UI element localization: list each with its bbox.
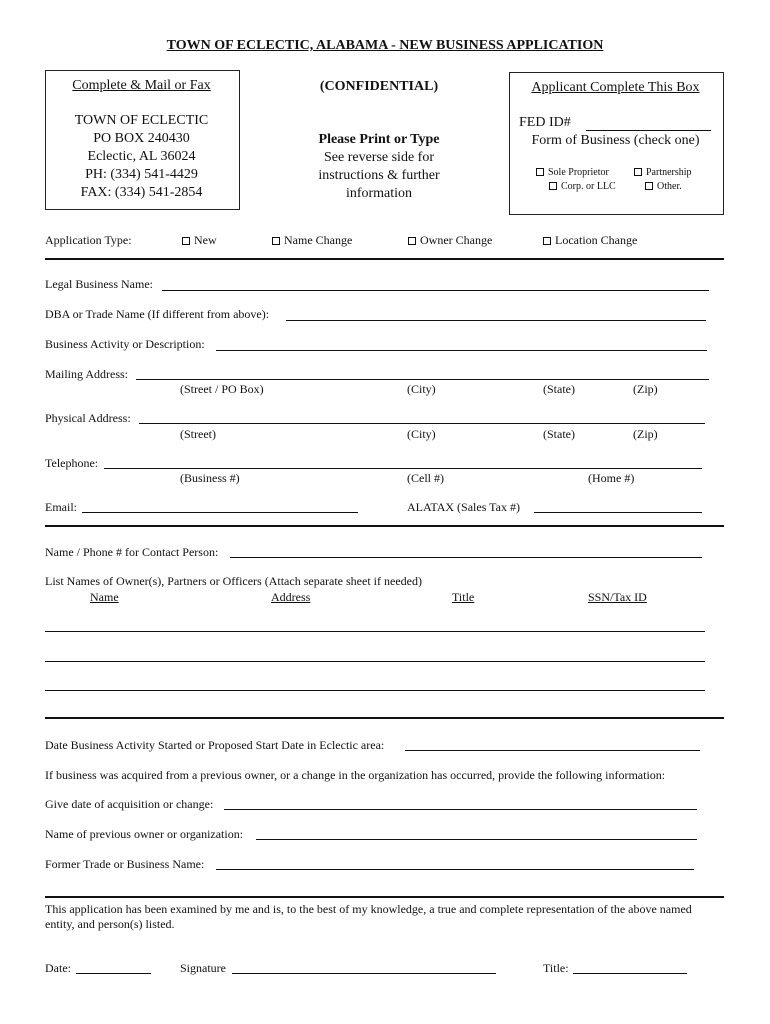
signature-label: Signature xyxy=(180,961,226,975)
application-type-label: Application Type: xyxy=(45,233,132,247)
mailing-state-caption: (State) xyxy=(543,382,575,396)
legal-name-field[interactable] xyxy=(162,290,709,291)
owners-instruction: List Names of Owner(s), Partners or Officers (Attach separate sheet if needed) xyxy=(45,574,422,588)
checkbox-sole-proprietor[interactable] xyxy=(536,168,544,176)
checkbox-partnership[interactable] xyxy=(634,168,642,176)
date-field[interactable] xyxy=(76,973,151,974)
corp-llc-label: Corp. or LLC xyxy=(561,181,616,192)
option-partnership[interactable] xyxy=(634,167,692,178)
col-ssn-header: SSN/Tax ID xyxy=(588,590,647,604)
start-date-label: Date Business Activity Started or Proposed Start Date in Eclectic area: xyxy=(45,738,385,752)
mail-town: TOWN OF ECLECTIC xyxy=(74,113,209,128)
section-divider xyxy=(45,525,724,527)
former-name-label: Former Trade or Business Name: xyxy=(45,857,205,871)
physical-address-label: Physical Address: xyxy=(45,411,131,425)
checkbox-owner-change[interactable] xyxy=(408,237,416,245)
option-sole-proprietor[interactable] xyxy=(536,167,609,178)
mailing-street-caption: (Street / PO Box) xyxy=(180,382,264,396)
form-of-business-label: Form of Business (check one) xyxy=(531,133,700,148)
reverse-side-note: See reverse side for xyxy=(323,150,434,165)
title-field[interactable] xyxy=(573,973,687,974)
dba-field[interactable] xyxy=(286,320,706,321)
checkbox-name-change[interactable] xyxy=(272,237,280,245)
physical-zip-caption: (Zip) xyxy=(633,427,658,441)
tel-cell-caption: (Cell #) xyxy=(407,471,444,485)
instructions-note: instructions & further xyxy=(318,168,440,183)
option-other[interactable] xyxy=(645,181,682,192)
owner-change-label: Owner Change xyxy=(420,233,493,247)
certification-text-line2: entity, and person(s) listed. xyxy=(45,917,175,931)
start-date-field[interactable] xyxy=(405,750,700,751)
activity-label: Business Activity or Description: xyxy=(45,337,205,351)
legal-name-label: Legal Business Name: xyxy=(45,277,153,291)
mail-box-heading: Complete & Mail or Fax xyxy=(72,78,211,93)
owner-row-3[interactable] xyxy=(45,690,705,691)
title-label: Title: xyxy=(543,961,569,975)
email-field[interactable] xyxy=(82,512,358,513)
contact-person-label: Name / Phone # for Contact Person: xyxy=(45,545,219,559)
mailing-address-label: Mailing Address: xyxy=(45,367,128,381)
telephone-field[interactable] xyxy=(104,468,702,469)
other-label: Other. xyxy=(657,181,682,192)
checkbox-new[interactable] xyxy=(182,237,190,245)
information-note: information xyxy=(345,186,413,201)
col-name-header: Name xyxy=(90,590,119,604)
mail-po-box: PO BOX 240430 xyxy=(93,131,190,146)
partnership-label: Partnership xyxy=(646,167,692,178)
physical-address-field[interactable] xyxy=(139,423,705,424)
tel-business-caption: (Business #) xyxy=(180,471,240,485)
tel-home-caption: (Home #) xyxy=(588,471,635,485)
owner-row-2[interactable] xyxy=(45,661,705,662)
option-new[interactable] xyxy=(182,233,217,248)
previous-owner-label: Name of previous owner or organization: xyxy=(45,827,244,841)
option-location-change[interactable] xyxy=(543,233,637,248)
sole-proprietor-label: Sole Proprietor xyxy=(548,167,609,178)
checkbox-corp-llc[interactable] xyxy=(549,182,557,190)
physical-city-caption: (City) xyxy=(407,427,436,441)
new-label: New xyxy=(194,233,217,247)
mail-fax: FAX: (334) 541-2854 xyxy=(80,185,203,200)
acquisition-date-field[interactable] xyxy=(224,809,697,810)
email-label: Email: xyxy=(45,500,77,514)
section-divider xyxy=(45,258,724,260)
section-divider xyxy=(45,896,724,898)
date-label: Date: xyxy=(45,961,71,975)
page-title: TOWN OF ECLECTIC, ALABAMA - NEW BUSINESS APPLICATION xyxy=(166,38,604,53)
mailing-address-field[interactable] xyxy=(136,379,709,380)
mail-city: Eclectic, AL 36024 xyxy=(87,149,196,164)
acquisition-note: If business was acquired from a previous owner, or a change in the organization has occurred, provide the following information: xyxy=(45,768,666,782)
applicant-box-heading: Applicant Complete This Box xyxy=(531,80,700,95)
print-or-type: Please Print or Type xyxy=(318,132,440,147)
checkbox-other[interactable] xyxy=(645,182,653,190)
certification-text-line1: This application has been examined by me and is, to the best of my knowledge, a true and complete representation of the above named xyxy=(45,902,692,916)
owner-row-1[interactable] xyxy=(45,631,705,632)
alatax-label: ALATAX (Sales Tax #) xyxy=(407,500,520,514)
mailing-zip-caption: (Zip) xyxy=(633,382,658,396)
fed-id-field[interactable] xyxy=(586,130,711,131)
activity-field[interactable] xyxy=(216,350,707,351)
checkbox-location-change[interactable] xyxy=(543,237,551,245)
mailing-city-caption: (City) xyxy=(407,382,436,396)
physical-street-caption: (Street) xyxy=(180,427,216,441)
previous-owner-field[interactable] xyxy=(256,839,697,840)
contact-person-field[interactable] xyxy=(230,557,702,558)
confidential-heading: (CONFIDENTIAL) xyxy=(319,79,439,94)
acquisition-date-label: Give date of acquisition or change: xyxy=(45,797,214,811)
col-title-header: Title xyxy=(452,590,475,604)
name-change-label: Name Change xyxy=(284,233,353,247)
former-name-field[interactable] xyxy=(216,869,694,870)
signature-field[interactable] xyxy=(232,973,496,974)
physical-state-caption: (State) xyxy=(543,427,575,441)
option-name-change[interactable] xyxy=(272,233,352,248)
option-owner-change[interactable] xyxy=(408,233,492,248)
mail-phone: PH: (334) 541-4429 xyxy=(85,167,198,182)
telephone-label: Telephone: xyxy=(45,456,99,470)
section-divider xyxy=(45,717,724,719)
location-change-label: Location Change xyxy=(555,233,638,247)
dba-label: DBA or Trade Name (If different from above): xyxy=(45,307,270,321)
option-corp-llc[interactable] xyxy=(549,181,616,192)
fed-id-label: FED ID# xyxy=(519,115,571,130)
alatax-field[interactable] xyxy=(534,512,702,513)
col-address-header: Address xyxy=(271,590,311,604)
